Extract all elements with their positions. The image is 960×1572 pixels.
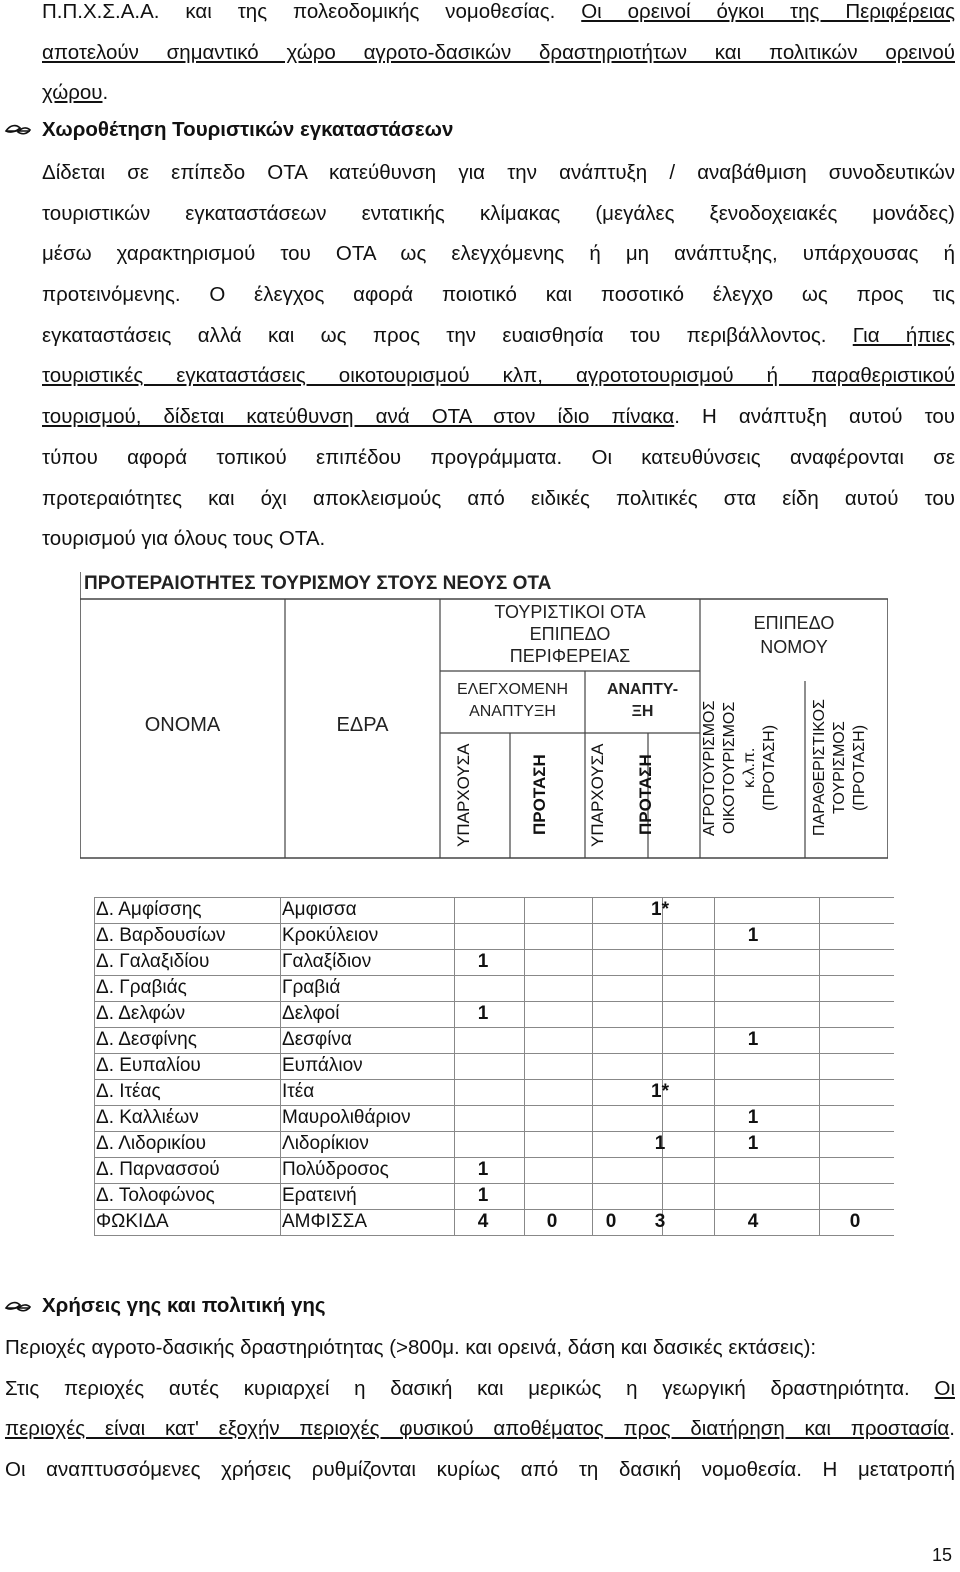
s2-line xyxy=(5,1328,955,1369)
municipality-name: Δ. Αμφίσσης xyxy=(96,899,202,920)
municipality-seat: ΑΜΦΙΣΣΑ xyxy=(282,1211,368,1232)
municipality-name: Δ. Λιδορικίου xyxy=(96,1133,206,1154)
v-holiday-tourism: ΠΑΡΑΘΕΡΙΣΤΙΚΟΣ ΤΟΥΡΙΣΜΟΣ (ΠΡΟΤΑΣΗ) xyxy=(811,699,868,837)
table-row xyxy=(94,1001,894,1027)
table-row xyxy=(94,1183,894,1209)
table-row xyxy=(94,1027,894,1053)
priority-value: 1 xyxy=(477,1159,489,1180)
table-row xyxy=(94,1105,894,1131)
v-proposal-2: ΠΡΟΤΑΣΗ xyxy=(636,754,655,836)
text-span: . xyxy=(102,81,109,105)
leaf-bullet-icon xyxy=(4,122,32,140)
sub-controlled-header: ΕΛΕΓΧΟΜΕΝΗ ΑΝΑΠΤΥΞΗ xyxy=(456,681,569,720)
municipality-name: Δ. Δελφών xyxy=(96,1003,186,1024)
text-span: . xyxy=(949,1417,955,1441)
text-span: τουριστικών εγκαταστάσεων εντατικής κλίμακας (μεγάλες ξενοδοχειακές μονάδες) xyxy=(42,201,955,225)
col-seat-header: ΕΔΡΑ xyxy=(336,714,389,736)
municipality-name: Δ. Τολοφώνος xyxy=(96,1185,215,1206)
priority-value: 4 xyxy=(477,1211,489,1232)
municipality-seat: Γραβιά xyxy=(282,977,341,998)
underlined-text: περιοχές είναι κατ' εξοχήν περιοχές φυσικού αποθέματος προς διατήρηση και προστασία xyxy=(5,1417,950,1441)
text-span: τύπου αφορά τοπικού επιπέδου προγράμματα. Οι κατευθύνσεις αναφέρονται σε xyxy=(42,445,955,469)
municipality-seat: Λιδορίκιον xyxy=(282,1133,369,1154)
municipality-name: Δ. Ευπαλίου xyxy=(96,1055,201,1076)
v-existing-1: ΥΠΑΡΧΟΥΣΑ xyxy=(454,743,473,847)
text-span: Οι αναπτυσσόμενες χρήσεις ρυθμίζονται κυρίως από τη δασική νομοθεσία. Η μετατροπή xyxy=(5,1458,955,1482)
table-row xyxy=(94,897,894,923)
v-agrotourism: ΑΓΡΟΤΟΥΡΙΣΜΟΣ ΟΙΚΟΤΟΥΡΙΣΜΟΣ κ.λ.π. (ΠΡΟΤΑΣΗ) xyxy=(701,700,778,836)
underlined-text: αποτελούν σημαντικό χώρο αγροτο-δασικών δραστηριοτήτων και πολιτικών ορεινού xyxy=(42,40,955,64)
intro-line-3 xyxy=(42,73,955,114)
intro-line-1 xyxy=(42,0,955,33)
s1-line xyxy=(42,234,955,275)
municipality-name: Δ. Γαλαξιδίου xyxy=(96,951,210,972)
priority-value: 0 xyxy=(605,1211,617,1232)
priority-value: 1 xyxy=(747,1029,759,1050)
priority-value: 1 xyxy=(477,1185,489,1206)
underlined-text: τουρισμού, δίδεται κατεύθυνση ανά ΟΤΑ στον ίδιο πίνακα xyxy=(42,405,675,429)
s1-line xyxy=(42,356,955,397)
text-span: Δίδεται σε επίπεδο ΟΤΑ κατεύθυνση για την ανάπτυξη / αναβάθμιση συνοδευτικών xyxy=(42,161,955,184)
priority-value: 1* xyxy=(651,899,669,920)
table-row xyxy=(94,975,894,1001)
priority-value: 1 xyxy=(477,1003,489,1024)
municipality-seat: Πολύδροσος xyxy=(282,1159,389,1180)
text-span: εγκαταστάσεις αλλά και ως προς την ευαισθησία του περιβάλλοντος. xyxy=(42,323,853,347)
text-span: μέσω χαρακτηρισμού του ΟΤΑ ως ελεγχόμενης ή μη ανάπτυξης, υπάρχουσας ή xyxy=(42,242,955,266)
text-span: τουρισμού για όλους τους ΟΤΑ. xyxy=(42,527,326,551)
text-span: προτεινόμενης. Ο έλεγχος αφορά ποιοτικό και ποσοτικό έλεγχο ως προς τις xyxy=(42,283,955,307)
s2-line xyxy=(5,1369,955,1410)
table-row xyxy=(94,1157,894,1183)
s1-line xyxy=(42,479,955,520)
priority-value: 1 xyxy=(654,1133,666,1154)
s2-line xyxy=(5,1450,955,1491)
municipality-seat: Κροκύλειον xyxy=(282,925,379,946)
intro-line-2 xyxy=(42,33,955,74)
underlined-text: τουριστικές εγκαταστάσεις οικοτουρισμού κλπ, αγροτοτουρισμού ή παραθεριστικού xyxy=(42,364,955,388)
v-existing-2: ΥΠΑΡΧΟΥΣΑ xyxy=(588,743,607,847)
municipality-name: Δ. Ιτέας xyxy=(96,1081,161,1102)
priority-value: 3 xyxy=(654,1211,666,1232)
table-row xyxy=(94,949,894,975)
s1-line xyxy=(42,438,955,479)
underlined-text: χώρου xyxy=(42,81,103,105)
underlined-text: Οι xyxy=(934,1376,955,1400)
table-row xyxy=(94,1079,894,1105)
section1-paragraph xyxy=(42,153,955,560)
table-row xyxy=(94,1053,894,1079)
priority-value: 1 xyxy=(477,951,489,972)
s1-line xyxy=(42,397,955,438)
table-row xyxy=(94,923,894,949)
priority-value: 1 xyxy=(747,1107,759,1128)
municipality-seat: Μαυρολιθάριον xyxy=(282,1107,411,1128)
municipality-name: Δ. Καλλιέων xyxy=(96,1107,199,1128)
table-title: ΠΡΟΤΕΡΑΙΟΤΗΤΕΣ ΤΟΥΡΙΣΜΟΥ ΣΤΟΥΣ ΝΕΟΥΣ ΟΤΑ xyxy=(84,573,552,594)
group-prefecture-header: ΕΠΙΠΕΔΟ ΝΟΜΟΥ xyxy=(753,613,835,657)
s1-line xyxy=(42,194,955,235)
s1-line xyxy=(42,519,955,560)
s1-line xyxy=(42,316,955,357)
text-span: Περιοχές αγροτο-δασικής δραστηριότητας (>800μ. και ορεινά, δάση και δασικές εκτάσεις): xyxy=(5,1336,817,1359)
text-span: προτεραιότητες και όχι αποκλεισμούς από ειδικές πολιτικές στα είδη αυτού του xyxy=(42,486,955,510)
municipality-seat: Γαλαξίδιον xyxy=(282,951,372,972)
municipality-seat: Ερατεινή xyxy=(282,1185,357,1206)
s1-line xyxy=(42,275,955,316)
municipality-seat: Ευπάλιον xyxy=(282,1055,363,1076)
priority-value: 1 xyxy=(747,925,759,946)
municipality-name: Δ. Δεσφίνης xyxy=(96,1029,197,1050)
municipality-name: Δ. Γραβιάς xyxy=(96,977,187,998)
text-span: Π.Π.Χ.Σ.Α.Α. και της πολεοδομικής νομοθεσίας. xyxy=(42,0,582,23)
section2-paragraph xyxy=(5,1328,955,1491)
group-region-header: ΤΟΥΡΙΣΤΙΚΟΙ ΟΤΑ ΕΠΙΠΕΔΟ ΠΕΡΙΦΕΡΕΙΑΣ xyxy=(494,602,646,666)
col-name-header: ΟΝΟΜΑ xyxy=(144,714,221,736)
page-number: 15 xyxy=(931,1545,952,1565)
intro-paragraph xyxy=(42,0,955,114)
table-row xyxy=(94,1209,894,1235)
s2-line xyxy=(5,1409,955,1450)
municipality-seat: Αμφισσα xyxy=(282,899,357,920)
underlined-text: Για ήπιες xyxy=(852,323,955,347)
priority-value: 1* xyxy=(651,1081,669,1102)
underlined-text: Οι ορεινοί όγκοι της Περιφέρειας xyxy=(581,0,955,23)
s1-line xyxy=(42,153,955,194)
municipality-seat: Δελφοί xyxy=(282,1003,340,1024)
leaf-bullet-icon xyxy=(4,1299,32,1317)
municipality-seat: Ιτέα xyxy=(282,1081,315,1102)
tourism-table-header xyxy=(80,571,888,861)
municipality-seat: Δεσφίνα xyxy=(282,1029,352,1050)
text-span: . Η ανάπτυξη αυτού του xyxy=(674,405,955,429)
municipality-name: ΦΩΚΙΔΑ xyxy=(96,1211,169,1232)
priority-value: 0 xyxy=(546,1211,558,1232)
text-span: Στις περιοχές αυτές κυριαρχεί η δασική και μερικώς η γεωργική δραστηριότητα. xyxy=(5,1376,935,1400)
table-row xyxy=(94,1131,894,1157)
section1-heading: Χωροθέτηση Τουριστικών εγκαταστάσεων xyxy=(42,118,454,141)
municipality-name: Δ. Παρνασσού xyxy=(96,1159,220,1180)
sub-development-header: ΑΝΑΠΤΥ- ΞΗ xyxy=(606,681,679,720)
priority-value: 1 xyxy=(747,1133,759,1154)
priority-value: 0 xyxy=(849,1211,861,1232)
v-proposal-1: ΠΡΟΤΑΣΗ xyxy=(530,754,549,836)
municipality-name: Δ. Βαρδουσίων xyxy=(96,925,226,946)
section2-heading: Χρήσεις γης και πολιτική γης xyxy=(42,1294,326,1317)
priority-value: 4 xyxy=(747,1211,759,1232)
